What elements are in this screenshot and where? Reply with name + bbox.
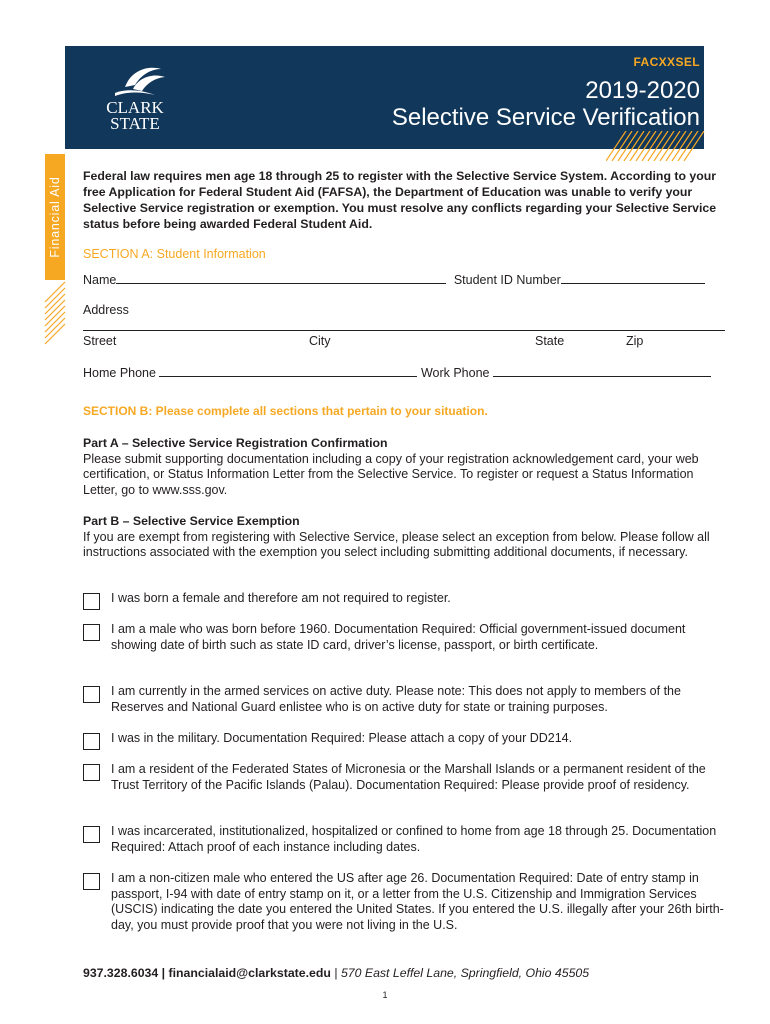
exemption-checkbox[interactable] [83, 593, 100, 610]
exemption-checkbox[interactable] [83, 873, 100, 890]
side-tab-label: Financial Aid [48, 176, 62, 258]
footer-contact [83, 966, 589, 980]
work-phone-field[interactable] [493, 365, 711, 377]
exemption-option-text: I was in the military. Documentation Required: Please attach a copy of your DD214. [111, 731, 573, 745]
exemption-option-text: I am a non-citizen male who entered the US after age 26. Documentation Required: Date of entry stamp in passport, I-94 with date of entry stamp on it, or a letter from the U.S. Citizenship and Immigration Services (USCIS) indicating the date you entered the United States. If you entered the U.S. illegally after your 26th birth-day, you must provide proof that you were not living in the U.S. [111, 871, 724, 932]
exemption-option-text: I was born a female and therefore am not required to register. [111, 591, 451, 605]
form-code: FACXXSEL [633, 55, 700, 69]
form-content [83, 168, 728, 932]
address-label: Address [83, 303, 129, 317]
exemption-option-text: I am a male who was born before 1960. Documentation Required: Official government-issued document showing date of birth such as state ID card, driver’s license, passport, or birth certificate. [111, 622, 686, 652]
form-year: 2019-2020 [585, 77, 700, 104]
footer-separator: | [334, 966, 338, 980]
part-b-body: If you are exempt from registering with Selective Service, please select an exception from below. Please follow all instructions associated with the exemption you select including submitting additional documents, if necessary. [83, 529, 710, 560]
exemption-option-text: I was incarcerated, institutionalized, hospitalized or confined to home from age 18 through 25. Documentation Required: Attach proof of each instance including dates. [111, 824, 717, 854]
street-label: Street [83, 334, 117, 348]
exemption-checkbox[interactable] [83, 826, 100, 843]
part-b-block [83, 514, 728, 561]
part-a-block [83, 436, 728, 498]
part-a-title: Part A – Selective Service Registration Confirmation [83, 436, 388, 450]
work-phone-label: Work Phone [420, 366, 490, 380]
intro-paragraph: Federal law requires men age 18 through 25 to register with the Selective Service System. According to your free Application for Federal Student Aid (FAFSA), the Department of Education was unable to verify your Selective Service registration or exemption. You must resolve any conflicts regarding your Selective Service status before being awarded Federal Student Aid. [83, 169, 717, 231]
exemption-checkbox[interactable] [83, 686, 100, 703]
exemption-option-text: I am currently in the armed services on active duty. Please note: This does not apply to members of the Reserves and National Guard enlistee who is on active duty for state or training purposes. [111, 684, 681, 714]
part-a-body: Please submit supporting documentation including a copy of your registration acknowledgement card, your web certification, or Status Information Letter from the Selective Service. To register or request a Status Information Letter, go to www.sss.gov. [83, 451, 699, 497]
address-field[interactable] [83, 330, 725, 331]
state-label: State [535, 334, 565, 348]
name-label: Name [83, 273, 117, 287]
footer-phone: 937.328.6034 [83, 966, 159, 980]
section-b-heading: SECTION B: Please complete all sections that pertain to your situation. [83, 404, 488, 418]
zip-label: Zip [626, 334, 644, 348]
footer-address: 570 East Leffel Lane, Springfield, Ohio 45505 [340, 966, 590, 980]
home-phone-label: Home Phone [83, 366, 156, 380]
hatch-decoration-right [606, 131, 706, 161]
student-id-label: Student ID Number [453, 273, 561, 287]
name-row [83, 272, 705, 287]
page-number: 1 [382, 990, 388, 1000]
exemption-checkbox[interactable] [83, 764, 100, 781]
svg-text:CLARK: CLARK [106, 98, 164, 117]
name-field[interactable] [116, 272, 446, 284]
phone-row [83, 365, 711, 380]
svg-text:STATE: STATE [110, 114, 160, 133]
hatch-decoration-left [37, 280, 67, 350]
footer-separator: | [161, 966, 166, 980]
student-id-field[interactable] [561, 272, 705, 284]
section-a-heading: SECTION A: Student Information [83, 247, 266, 261]
home-phone-field[interactable] [159, 365, 417, 377]
page-title: Selective Service Verification [391, 104, 700, 131]
exemption-checkbox[interactable] [83, 624, 100, 641]
city-label: City [309, 334, 331, 348]
exemption-option-text: I am a resident of the Federated States of Micronesia or the Marshall Islands or a permanent resident of the Trust Territory of the Pacific Islands (Palau). Documentation Required: Please provide proof of residency. [111, 762, 706, 792]
part-b-title: Part B – Selective Service Exemption [83, 514, 300, 528]
footer-email[interactable]: financialaid@clarkstate.edu [168, 966, 331, 980]
exemption-checkbox[interactable] [83, 733, 100, 750]
clark-state-logo [95, 63, 175, 133]
